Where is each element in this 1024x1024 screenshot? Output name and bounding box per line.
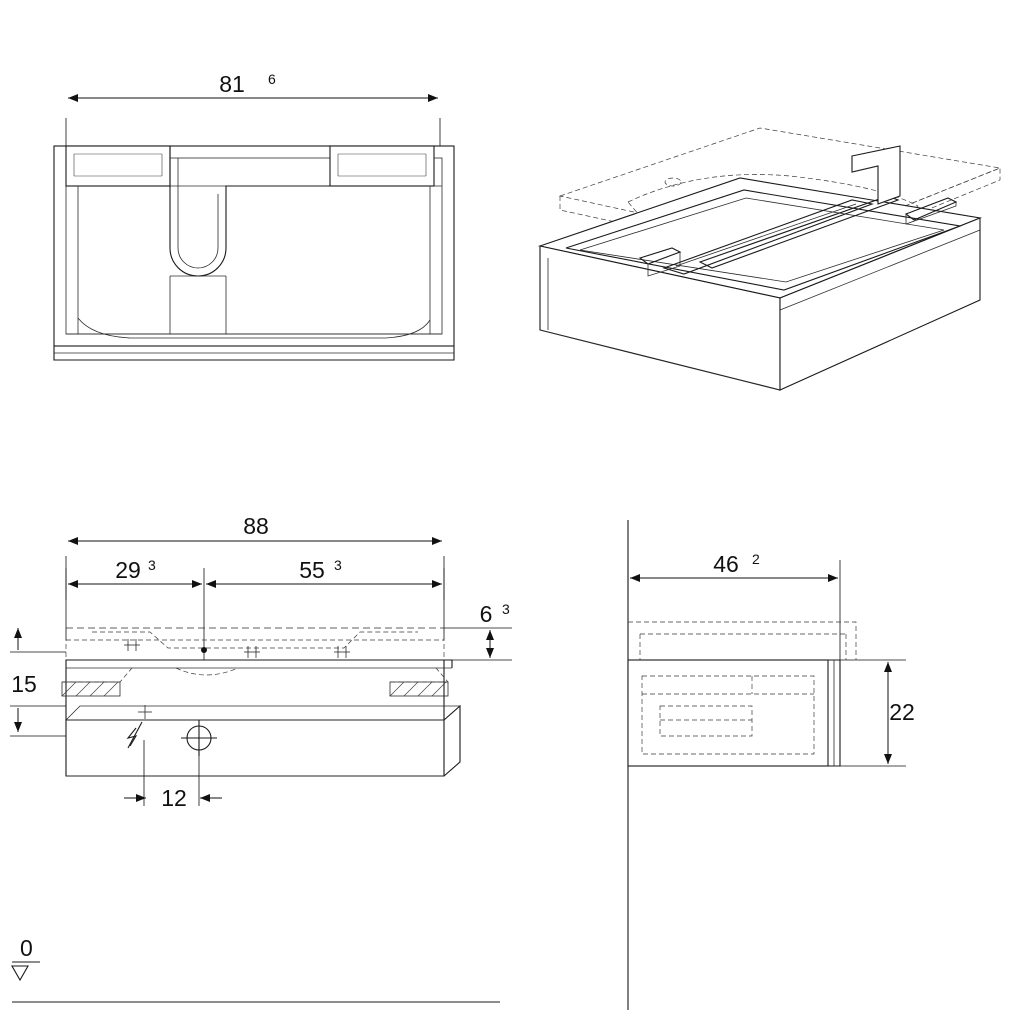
dimension-top-left-vertical bbox=[10, 628, 66, 736]
fixing-point-crosses bbox=[124, 639, 350, 658]
isometric-view bbox=[540, 128, 1000, 390]
floor-reference-view bbox=[12, 935, 500, 1002]
dim-top-right-segment-value: 55 bbox=[299, 557, 325, 583]
front-elevation-view bbox=[54, 71, 454, 360]
dimension-top-segments bbox=[66, 557, 444, 660]
dim-side-depth-value: 46 bbox=[713, 551, 739, 577]
level-datum-triangle bbox=[12, 966, 28, 980]
dim-side-height-value: 22 bbox=[889, 699, 915, 725]
dim-top-left-segment-value: 29 bbox=[115, 557, 141, 583]
top-plan-view bbox=[10, 513, 512, 811]
dim-front-width-value: 81 bbox=[219, 71, 245, 97]
dim-top-overall-value: 88 bbox=[243, 513, 269, 539]
dimension-top-right-offset bbox=[444, 601, 512, 660]
fixing-bracket-left bbox=[62, 668, 132, 696]
side-elevation-view bbox=[628, 520, 915, 1010]
dim-top-left-segment-sup: 3 bbox=[148, 557, 156, 573]
dim-top-right-segment-sup: 3 bbox=[334, 557, 342, 573]
waste-outlet-crosshair bbox=[181, 720, 217, 756]
dimension-side-height bbox=[836, 660, 915, 766]
dim-floor-datum-value: 0 bbox=[20, 935, 33, 961]
dim-front-width-sup: 6 bbox=[268, 71, 276, 87]
electrical-supply-symbol bbox=[128, 705, 152, 748]
dim-side-depth-sup: 2 bbox=[752, 551, 760, 567]
dim-top-left-vertical-value: 15 bbox=[11, 671, 37, 697]
fixing-bracket-right bbox=[390, 668, 448, 696]
dim-top-center-small-value: 12 bbox=[161, 785, 187, 811]
dim-top-right-offset-sup: 3 bbox=[502, 601, 510, 617]
dimension-side-depth bbox=[628, 551, 840, 660]
dim-top-right-offset-value: 6 bbox=[479, 601, 493, 627]
